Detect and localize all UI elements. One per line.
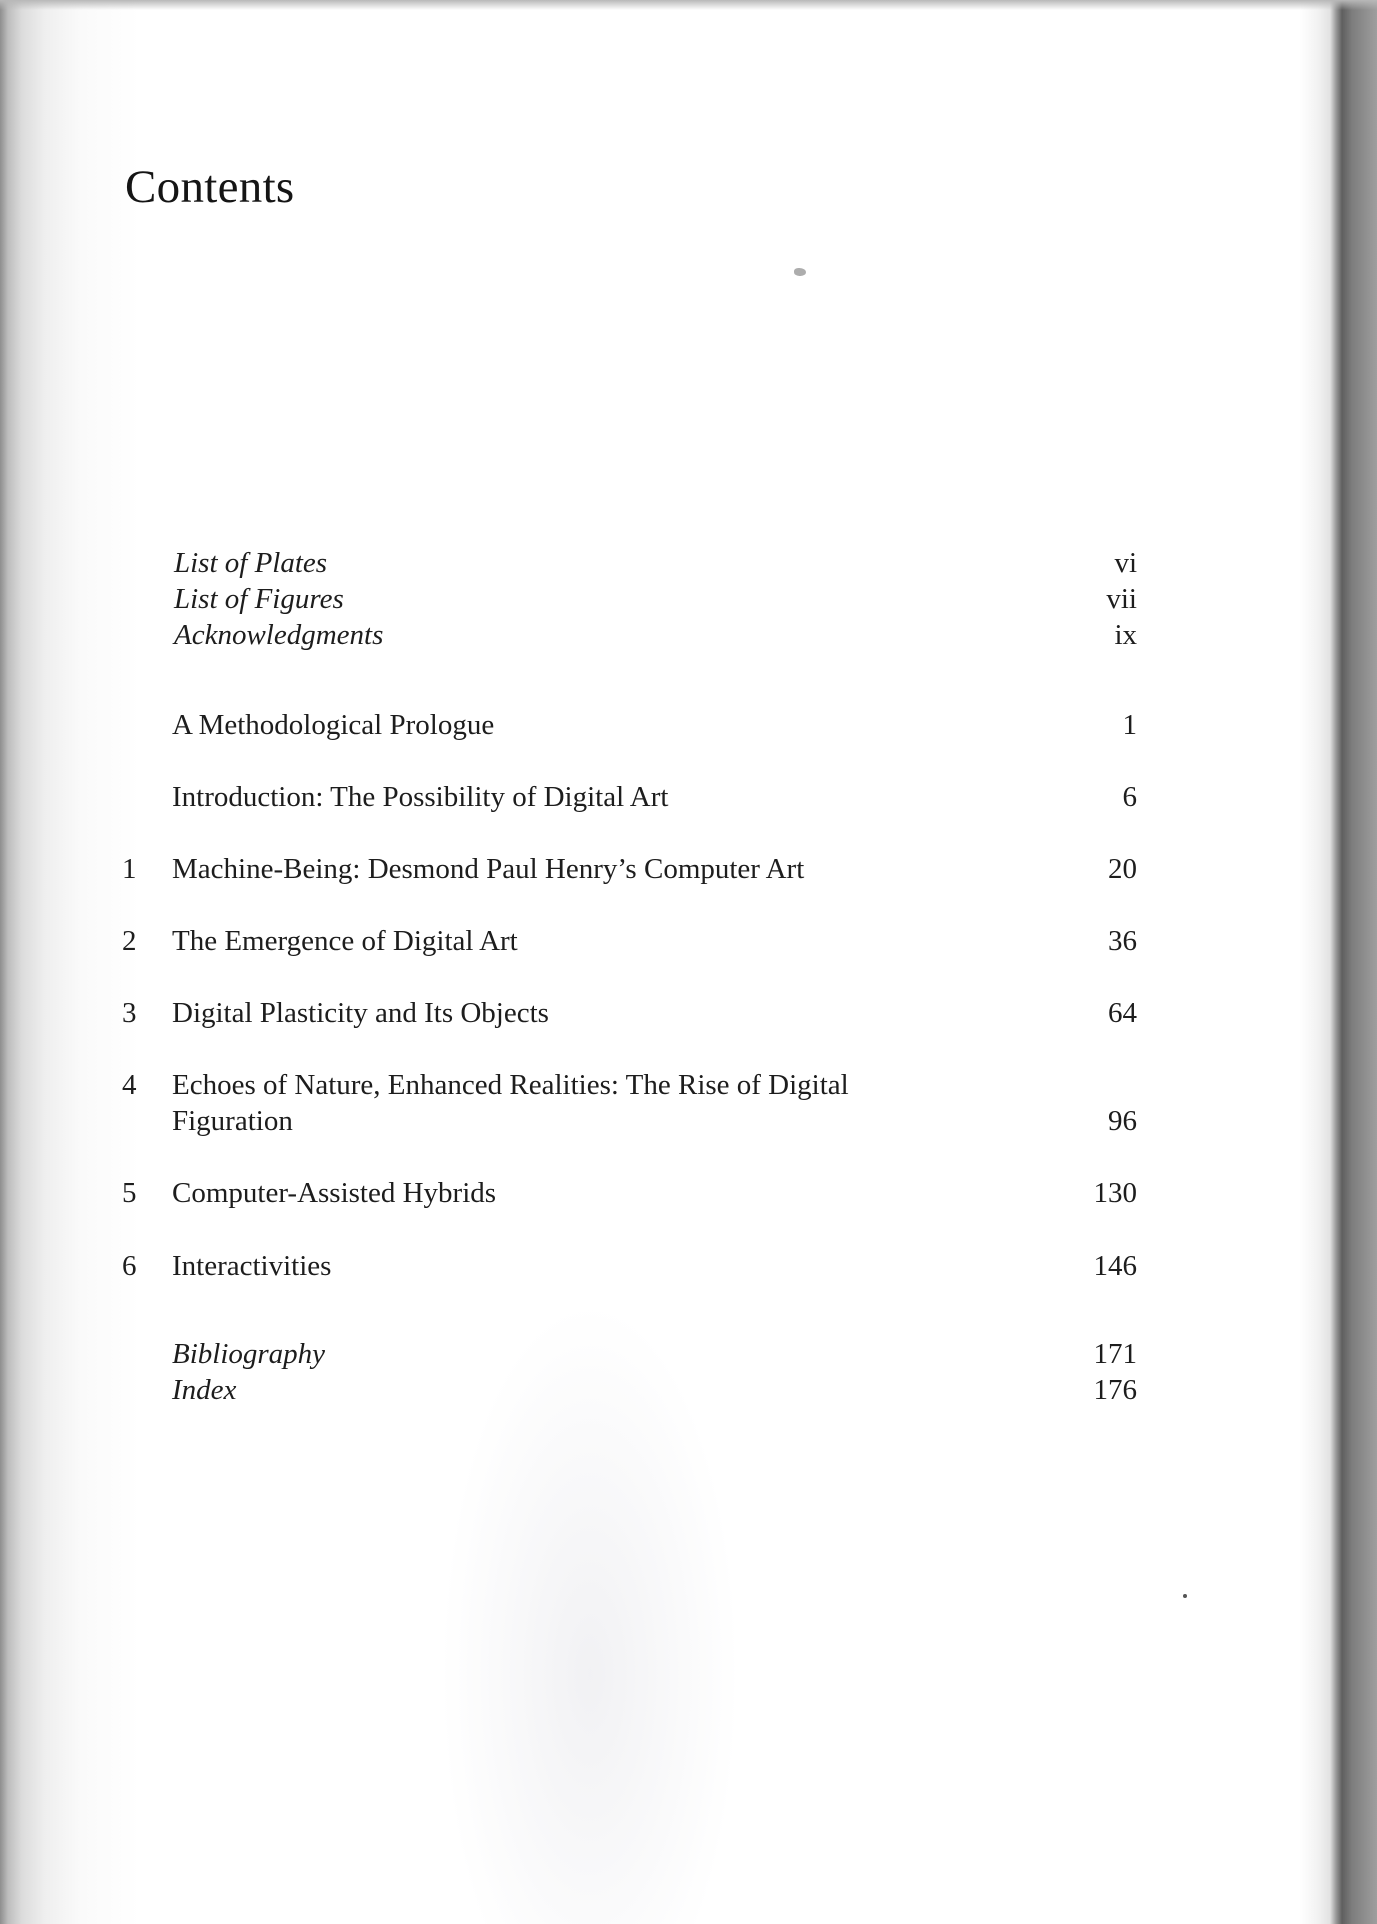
toc-entry-label: List of Figures [174,583,344,615]
toc-entry-label: Machine-Being: Desmond Paul Henry’s Computer Art [172,853,805,885]
toc-entry-label: Computer-Assisted Hybrids [172,1177,497,1209]
chapter-number: 5 [122,1177,137,1209]
toc-entry-page: 171 [1093,1338,1137,1370]
toc-entry-label: Digital Plasticity and Its Objects [172,997,549,1029]
toc-entry-label: Bibliography [172,1338,326,1370]
toc-entry-page: 36 [1108,925,1137,957]
toc-entry-page: 176 [1093,1374,1137,1406]
toc-entry-list-of-plates [0,545,1377,585]
toc-entry-label [172,1067,992,1139]
toc-entry-chapter-6 [0,1248,1377,1288]
toc-entry-label: A Methodological Prologue [172,709,495,741]
toc-entry-page: 6 [1122,781,1137,813]
toc-entry-chapter-1 [0,851,1377,891]
chapter-number: 3 [122,997,137,1029]
toc-entry-label: Acknowledgments [174,619,384,651]
toc-entry-page: ix [1114,619,1137,651]
toc-entry-page: 64 [1108,997,1137,1029]
toc-entry-label: List of Plates [174,547,328,579]
toc-entry-page: 130 [1093,1177,1137,1209]
toc-entry-chapter-3 [0,995,1377,1035]
chapter-number: 4 [122,1069,137,1101]
toc-entry-page: 20 [1108,853,1137,885]
paper-speck [794,268,806,276]
toc-entry-chapter-4 [0,1067,1377,1143]
toc-entry-label: Index [172,1374,237,1406]
toc-entry-label-line-2: Figuration [172,1105,293,1137]
toc-entry-label: Interactivities [172,1250,332,1282]
toc-entry-label: Introduction: The Possibility of Digital Art [172,781,669,813]
toc-entry-page: 96 [1108,1105,1137,1137]
toc-entry-chapter-5 [0,1175,1377,1215]
toc-entry-acknowledgments [0,617,1377,657]
toc-entry-bibliography [0,1336,1377,1376]
toc-entry-page: vi [1114,547,1137,579]
toc-entry-page: vii [1106,583,1137,615]
page-title: Contents [125,161,295,213]
toc-entry-page: 146 [1093,1250,1137,1282]
chapter-number: 2 [122,925,137,957]
toc-entry-page: 1 [1122,709,1137,741]
toc-entry-chapter-2 [0,923,1377,963]
toc-entry-index [0,1372,1377,1412]
toc-entry-label: The Emergence of Digital Art [172,925,518,957]
chapter-number: 1 [122,853,137,885]
toc-entry-introduction [0,779,1377,819]
paper-dot [1183,1594,1187,1598]
toc-entry-label-line-1: Echoes of Nature, Enhanced Realities: The Rise of Digital [172,1069,849,1101]
chapter-number: 6 [122,1250,137,1282]
toc-entry-list-of-figures [0,581,1377,621]
toc-entry-prologue [0,707,1377,747]
